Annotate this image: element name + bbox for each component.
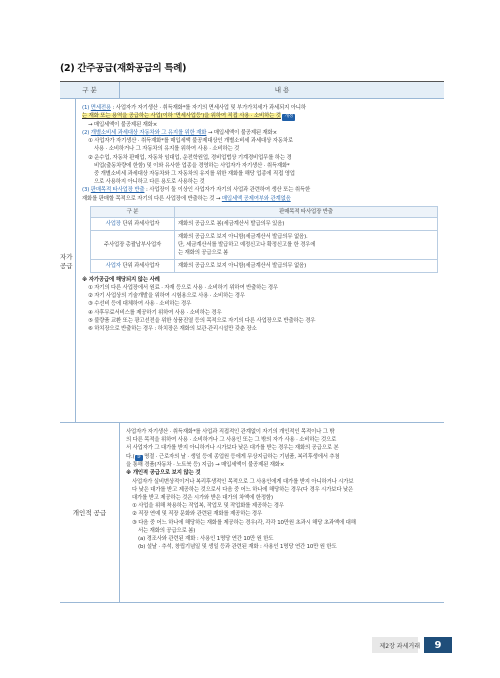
- item-3-title: 판매목적 타사업장 반출: [90, 187, 145, 194]
- section-content: 사업자가 자기생산 · 취득재화*를 사업과 직접적인 관계없이 자기의 개인적인 목적이나 그 밖 의 다른 목적을 위하여 사용 · 소비하거나 그 사용인 또는 그 밖의 자가 사용 · 소비하는 것으로 서 사업자가 그 대가를 받지 아니하거나 시가보다 낮은 대가를 받는 경우는 재화의 공급으로 본 다.( ③ 명절 · 근로자의 날 · 생일 등에 종업원 등에게 무상지급하는 기념품, 복리후생에서 추첨 을 통해 경품(자동차 · 노트북 등) 지급) → 매입세액이 불공제된 재화× ※ 개인적 공급으로 보지 않는 것 사업자가 실비변상적이거나 복리후생적인 목적으로 그 사용인에게 대가를 받지 아니하거나 시가보 다 낮은 대가를 받고 제공하는 것으로서 다음 중 어느 하나에 해당하는 경우(다 경우 시가보다 낮은 대가를 받고 제공하는 것은 시가와 받은 대가의 차액에 한정함) ① 사업을 위해 착용하는 작업복, 작업모 및 작업화를 제공하는 경우 ② 직장 연예 및 직장 문화와 관련된 재화를 제공하는 경우 ③ 다음 중 어느 하나에 해당하는 재화를 제공하는 경우(각, 각각 10만원 초과시 해당 초과액에 대해 서는 재화의 공급으로 봄) (a) 경조사와 관련된 재화 : 사용인 1명당 연간 10만 원 한도 (b) 설날 · 추석, 창립기념일 및 생일 등과 관련된 재화 : 사용인 1명당 연간 10만 원 한도: [120, 423, 444, 602]
- list-item: ⑤ 불량품 교환 또는 광고선전을 위한 상품진열 등의 목적으로 자기의 다른 사업장으로 반출하는 경우: [88, 317, 316, 324]
- note-heading: ※ 개인적 공급으로 보지 않는 것: [126, 470, 201, 477]
- list-item: ⑥ 하치장으로 반출하는 경우 : 하치장은 재화의 보관·관리시설만 갖춘 장소: [88, 325, 257, 332]
- section-content: (1) 면세전용 : 사업자가 자기생산 · 취득재화*를 자기의 면세사업 및 부가가치세가 과세되지 아니하 는 재화 또는 용역을 공급하는 사업(이하 '면세사업등')을 위하여 직접 사용 · 소비하는 것 개정 → 매입세액이 불공제된 재화× (2) 개별소비세 과세대상 자동차와 그 유지를 위한 재화 → 매입세액이 불공제된 재화× ① 사업자가 자기생산 · 취득재화*를 매입세액 불공제대상인 개별소비세 과세대상 자동차로 사용 · 소비하거나 그 자동차의 유지를 위하여 사용 · 소비하는 것 ② 운수업, 자동차 판매업, 자동차 임대업, 운전학원업, 경비업법상 기계경비업무를 하는 경 비업(출동차량에 한함) 및 이와 유사한 업종을 경영하는 사업자가 자기생산 · 취득재화* 중 개별소비세 과세대상 자동차와 그 자동차의 유지를 위한 재화를 해당 업종에 직접 영업 으로 사용하지 아니하고 다른 용도로 사용하는 것 (3) 판매목적 타사업장 반출 : 사업장이 둘 이상인 사업자가 자기의 사업과 관련하여 생산 또는 취득한 재화를 판매할 목적으로 자기의 다른 사업장에 반출하는 것 → 매입세액 공제여부와 관계없음 구 분 판매목적 타사업장 반출 사업장 단위 과세사업자 재화의 공급으로 봄(세금계산서 발급의무 있음) 주사업장 총괄납부사업자 재화의 공급으로 보지 아니함(세금계산서 발급의무 없음). 단, 세금계산서를 발급하고 예정신고나 확정신고를 한 경우에 는 재화의 공급으로 봄 사업자 단위 과세사업자 재화의 공급으로 보지 아니함(세금계산서 발급의무 없음) ※ 자가공급에 해당되지 않는 사례 ① 자기의 다른 사업장에서 원료 · 자재 등으로 사용 · 소비하기 위하여 반출하는 경우 ② 자기 사업상의 기술개발을 위하여 시험용으로 사용 · 소비하는 경우 ③ 수선비 등에 대체하여 사용 · 소비하는 경우 ④ 사후무료서비스를 제공하기 위하여 사용 · 소비하는 경우 ⑤ 불량품 교환 또는 광고선전을 위한 상품진열 등의 목적으로 자기의 다른 사업장으로 반출하는 경우 ⑥ 하치장으로 반출하는 경우 : 하치장은 재화의 보관·관리시설만 갖춘 장소: [76, 99, 444, 422]
- item-1: (1) 면세전용 : 사업자가 자기생산 · 취득재화*를 자기의 면세사업 및 부가가치세가 과세되지 아니하: [82, 105, 306, 111]
- item-2: (2) 개별소비세 과세대상 자동차와 그 유지를 위한 재화 → 매입세액이 불공제된 재화×: [82, 129, 277, 136]
- list-item: ③ 수선비 등에 대체하여 사용 · 소비하는 경우: [88, 301, 192, 308]
- page-number: 9: [424, 637, 452, 653]
- page-title: (2) 간주공급(재화공급의 특례): [60, 63, 187, 74]
- section-label: 자가공급: [60, 99, 76, 422]
- list-item: ② 직장 연예 및 직장 문화와 관련된 재화를 제공하는 경우: [132, 511, 263, 518]
- table-header: [60, 82, 444, 99]
- revision-badge: 개정: [284, 114, 294, 120]
- item-1-title: 면세전용: [90, 105, 111, 111]
- list-item: 서는 재화의 공급으로 봄): [138, 527, 196, 534]
- list-item: ① 자기의 다른 사업장에서 원료 · 자재 등으로 사용 · 소비하기 위하여 반출하는 경우: [88, 284, 278, 291]
- list-item: ① 사업을 위해 착용하는 작업복, 작업모 및 작업화를 제공하는 경우: [132, 503, 284, 510]
- sub-header-category: 구 분: [91, 206, 175, 217]
- sub-header-transfer: 판매목적 타사업장 반출: [175, 206, 438, 217]
- list-item: ④ 사후무료서비스를 제공하기 위하여 사용 · 소비하는 경우: [88, 309, 222, 316]
- item-2-title: 개별소비세 과세대상 자동차와 그 유지를 위한 재화: [90, 129, 207, 136]
- header-category: 구 분: [60, 82, 120, 98]
- item-3: (3) 판매목적 타사업장 반출 : 사업장이 둘 이상인 사업자가 자기의 사업과 관련하여 생산 또는 취득한: [82, 187, 310, 194]
- example-badge: ③: [136, 454, 141, 460]
- list-item: ③ 다음 중 어느 하나에 해당하는 재화를 제공하는 경우(각, 각각 10만원 초과시 해당 초과액에 대해: [132, 519, 356, 526]
- section-personal-supply: [60, 423, 444, 603]
- list-item: (b) 설날 · 추석, 창립기념일 및 생일 등과 관련된 재화 : 사용인 1명당 연간 10만 원 한도: [138, 544, 337, 551]
- transfer-table: [90, 206, 438, 273]
- note-heading: ※ 자가공급에 해당되지 않는 사례: [82, 276, 160, 283]
- page-footer: [372, 637, 452, 653]
- header-content: 내 용: [274, 86, 290, 94]
- table-row: 사업자 단위 과세사업자 재화의 공급으로 보지 아니함(세금계산서 발급의무 없음): [91, 259, 438, 272]
- list-item: (a) 경조사와 관련된 재화 : 사용인 1명당 연간 10만 원 한도: [138, 535, 274, 542]
- content-table: [60, 81, 444, 603]
- section-label: 개인적 공급: [60, 423, 120, 602]
- list-item: ② 자기 사업상의 기술개발을 위하여 시험용으로 사용 · 소비하는 경우: [88, 293, 245, 300]
- chapter-label: 제2장 과세거래: [379, 642, 420, 650]
- section-self-supply: [60, 99, 444, 423]
- table-row: 사업장 단위 과세사업자 재화의 공급으로 봄(세금계산서 발급의무 있음): [91, 217, 438, 230]
- table-row: 주사업장 총괄납부사업자 재화의 공급으로 보지 아니함(세금계산서 발급의무 없음). 단, 세금계산서를 발급하고 예정신고나 확정신고를 한 경우에 는 재화의 공급으로 봄: [91, 230, 438, 259]
